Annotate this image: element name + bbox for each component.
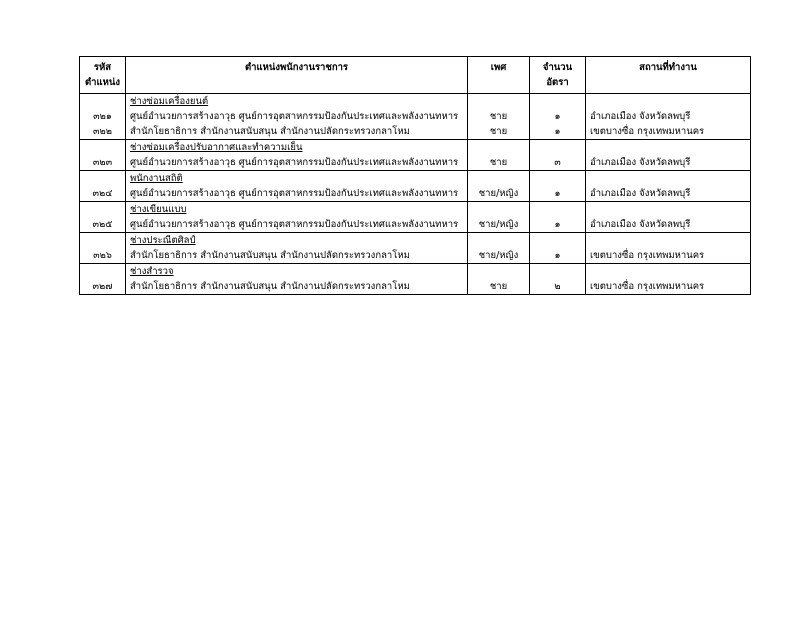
position-code: ๓๒๓: [80, 155, 126, 171]
position-unit: [126, 186, 468, 202]
empty-cell: [530, 140, 586, 156]
group-title-cell: [126, 140, 468, 156]
empty-cell: [468, 94, 530, 110]
header-code: [80, 57, 126, 94]
position-count: ๒: [530, 279, 586, 295]
positions-table: [79, 56, 751, 295]
header-count-line2: อัตรา: [546, 77, 569, 88]
group-title-row: [80, 94, 751, 110]
position-code: ๓๒๑: [80, 109, 126, 124]
header-count: [530, 57, 586, 94]
header-code-line1: รหัส: [93, 62, 112, 73]
group-title-row: [80, 140, 751, 156]
group-code-cell: [80, 202, 126, 218]
position-location: เขตบางซื่อ กรุงเทพมหานคร: [586, 124, 751, 140]
empty-cell: [468, 140, 530, 156]
unit-text: ศูนย์อำนวยการสร้างอาวุธ ศูนย์การอุตสาหกรรมป้องกันประเทศและพลังงานทหาร: [130, 157, 459, 168]
header-code-line2: ตำแหน่ง: [84, 77, 121, 88]
table-row: [80, 109, 751, 124]
header-sex: [468, 57, 530, 94]
group-title-cell: [126, 94, 468, 110]
position-count: ๓: [530, 155, 586, 171]
empty-cell: [586, 202, 751, 218]
position-code: ๓๒๒: [80, 124, 126, 140]
unit-text: สำนักโยธาธิการ สำนักงานสนับสนุน สำนักงานปลัดกระทรวงกลาโหม: [130, 126, 410, 137]
position-unit: [126, 155, 468, 171]
position-unit: [126, 109, 468, 124]
empty-cell: [586, 264, 751, 280]
group-code-cell: [80, 264, 126, 280]
position-code: ๓๒๖: [80, 248, 126, 264]
header-sex-text: เพศ: [490, 62, 507, 73]
group-title-row: [80, 233, 751, 249]
position-code: ๓๒๔: [80, 186, 126, 202]
header-title-text: ตำแหน่งพนักงานราชการ: [244, 62, 349, 73]
empty-cell: [468, 202, 530, 218]
group-title-row: [80, 202, 751, 218]
empty-cell: [530, 202, 586, 218]
table-row: [80, 279, 751, 295]
group-title-cell: [126, 233, 468, 249]
position-sex: ชาย: [468, 279, 530, 295]
header-title: [126, 57, 468, 94]
group-title: ช่างซ่อมเครื่องปรับอากาศและทำความเย็น: [130, 142, 303, 153]
empty-cell: [530, 264, 586, 280]
position-count: ๑: [530, 109, 586, 124]
position-sex: ชาย/หญิง: [468, 217, 530, 233]
unit-text: สำนักโยธาธิการ สำนักงานสนับสนุน สำนักงานปลัดกระทรวงกลาโหม: [130, 281, 410, 292]
position-unit: [126, 279, 468, 295]
table-row: [80, 124, 751, 140]
position-sex: ชาย/หญิง: [468, 186, 530, 202]
empty-cell: [468, 233, 530, 249]
empty-cell: [468, 171, 530, 187]
table-header: [80, 57, 751, 94]
position-count: ๑: [530, 186, 586, 202]
group-title-row: [80, 264, 751, 280]
position-code: ๓๒๗: [80, 279, 126, 295]
empty-cell: [530, 233, 586, 249]
empty-cell: [586, 171, 751, 187]
position-sex: ชาย: [468, 155, 530, 171]
group-title-row: [80, 171, 751, 187]
group-code-cell: [80, 140, 126, 156]
group-code-cell: [80, 94, 126, 110]
position-location: อำเภอเมือง จังหวัดลพบุรี: [586, 155, 751, 171]
group-title: ช่างเขียนแบบ: [130, 204, 187, 215]
empty-cell: [586, 140, 751, 156]
position-unit: [126, 248, 468, 264]
unit-text: ศูนย์อำนวยการสร้างอาวุธ ศูนย์การอุตสาหกรรมป้องกันประเทศและพลังงานทหาร: [130, 111, 459, 122]
position-unit: [126, 124, 468, 140]
group-code-cell: [80, 171, 126, 187]
group-title-cell: [126, 202, 468, 218]
position-location: เขตบางซื่อ กรุงเทพมหานคร: [586, 279, 751, 295]
position-sex: ชาย: [468, 109, 530, 124]
header-location-text: สถานที่ทำงาน: [639, 62, 697, 73]
table-row: [80, 155, 751, 171]
group-code-cell: [80, 233, 126, 249]
position-unit: [126, 217, 468, 233]
empty-cell: [586, 233, 751, 249]
position-sex: ชาย/หญิง: [468, 248, 530, 264]
group-title: พนักงานสถิติ: [130, 173, 183, 184]
position-code: ๓๒๕: [80, 217, 126, 233]
position-location: อำเภอเมือง จังหวัดลพบุรี: [586, 217, 751, 233]
group-title-cell: [126, 171, 468, 187]
position-location: อำเภอเมือง จังหวัดลพบุรี: [586, 109, 751, 124]
empty-cell: [530, 171, 586, 187]
position-count: ๑: [530, 217, 586, 233]
position-sex: ชาย: [468, 124, 530, 140]
empty-cell: [530, 94, 586, 110]
empty-cell: [468, 264, 530, 280]
unit-text: ศูนย์อำนวยการสร้างอาวุธ ศูนย์การอุตสาหกรรมป้องกันประเทศและพลังงานทหาร: [130, 188, 459, 199]
position-count: ๑: [530, 124, 586, 140]
position-location: เขตบางซื่อ กรุงเทพมหานคร: [586, 248, 751, 264]
table-row: [80, 217, 751, 233]
position-count: ๑: [530, 248, 586, 264]
group-title: ช่างสำรวจ: [130, 266, 174, 277]
group-title: ช่างประณีตศิลป์: [130, 235, 196, 246]
group-title: ช่างซ่อมเครื่องยนต์: [130, 96, 209, 107]
position-location: อำเภอเมือง จังหวัดลพบุรี: [586, 186, 751, 202]
unit-text: ศูนย์อำนวยการสร้างอาวุธ ศูนย์การอุตสาหกรรมป้องกันประเทศและพลังงานทหาร: [130, 219, 459, 230]
header-count-line1: จำนวน: [542, 62, 573, 73]
unit-text: สำนักโยธาธิการ สำนักงานสนับสนุน สำนักงานปลัดกระทรวงกลาโหม: [130, 250, 410, 261]
empty-cell: [586, 94, 751, 110]
table-row: [80, 186, 751, 202]
group-title-cell: [126, 264, 468, 280]
table-row: [80, 248, 751, 264]
header-location: [586, 57, 751, 94]
